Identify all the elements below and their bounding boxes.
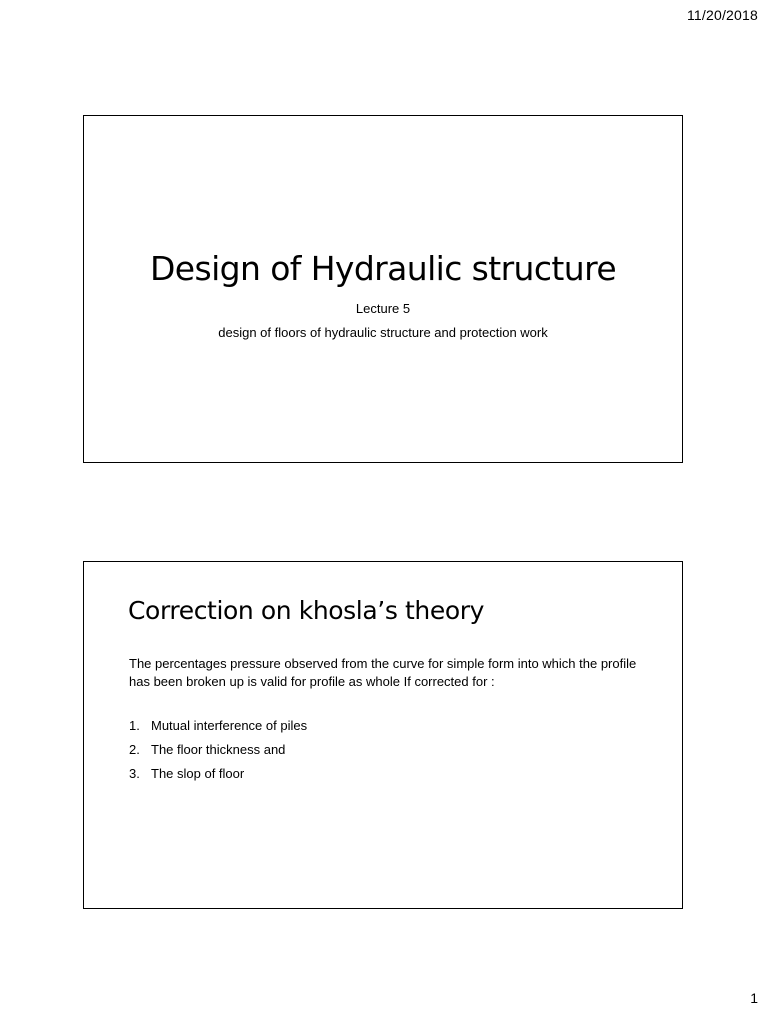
slide-1-title: Design of Hydraulic structure — [149, 249, 617, 288]
list-item — [129, 765, 307, 789]
list-item-number: 3. — [129, 766, 140, 781]
slide-2 — [83, 561, 683, 909]
header-date: 11/20/2018 — [686, 7, 758, 23]
list-item-number: 2. — [129, 742, 140, 757]
numbered-list — [129, 717, 307, 789]
list-item-text: Mutual interference of piles — [151, 718, 308, 733]
list-item — [129, 741, 307, 765]
page-number: 1 — [750, 990, 758, 1006]
slide-1-subtitle: design of floors of hydraulic structure and protection work — [218, 325, 548, 340]
slide-2-title: Correction on khosla’s theory — [128, 596, 484, 625]
list-item-number: 1. — [129, 718, 140, 733]
list-item-text: The floor thickness and — [151, 742, 286, 757]
slide-1-lecture: Lecture 5 — [355, 301, 411, 316]
list-item-text: The slop of floor — [151, 766, 245, 781]
slide-2-paragraph: The percentages pressure observed from the curve for simple form into which the profile has been broken up is valid for profile as whole If corrected for : — [129, 656, 637, 689]
list-item — [129, 717, 307, 741]
slide-1 — [83, 115, 683, 463]
